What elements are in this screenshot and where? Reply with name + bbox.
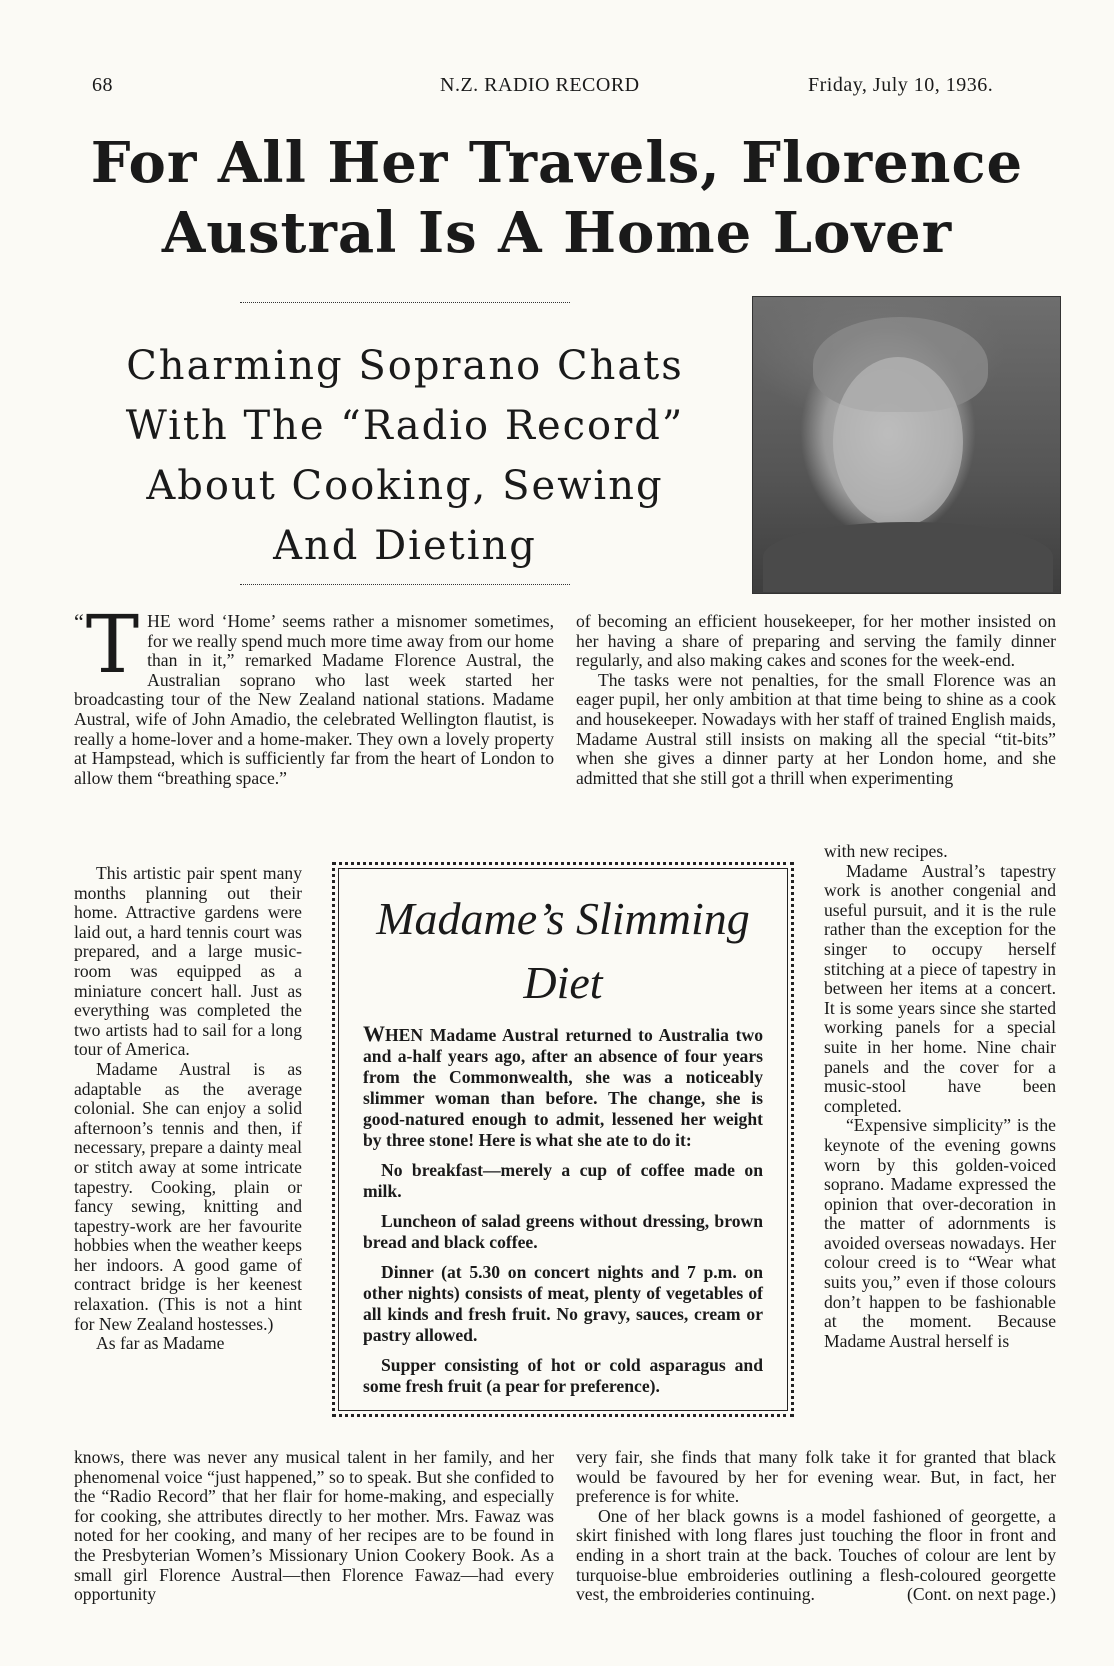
sidebar-title-line-2: Diet [523, 957, 603, 1008]
subheadline-line-4: And Dieting [273, 523, 537, 569]
headline-line-1: For All Her Travels, Florence [90, 130, 1024, 196]
sidebar-luncheon: Luncheon of salad greens without dressing, brown bread and black coffee. [363, 1211, 763, 1252]
sidebar-lead-text: HEN Madame Austral returned to Australia two and a-half years ago, after an absence of four years from the Commonwealth, she was a noticeably slimmer woman than before. The change, she is good-natured enough to admit, lessened her weight by three stone! Here is what she ate to do it: [363, 1025, 763, 1150]
article-right-column [824, 842, 1056, 1351]
article-intro [74, 598, 554, 788]
article-right-top [576, 612, 1056, 788]
issue-date: Friday, July 10, 1936. [808, 74, 994, 96]
subheadline [110, 336, 700, 576]
article-right-paragraph-5: very fair, she finds that many folk take it for granted that black would be favoured by her for evening wear. But, in fact, her preference is for white. [576, 1447, 1056, 1507]
subheadline-line-3: About Cooking, Sewing [146, 463, 664, 509]
divider-top [240, 302, 570, 303]
article-right-paragraph-1: of becoming an efficient housekeeper, for her mother insisted on her having a share of preparing and serving the family dinner regularly, and also making cakes and scones for the week-end. [576, 611, 1056, 671]
divider-bottom [240, 584, 570, 585]
portrait-shoulders [763, 522, 1053, 592]
intro-paragraph [74, 598, 554, 788]
headline-line-2: Austral Is A Home Lover [161, 200, 953, 266]
article-left-column [74, 864, 302, 1354]
sidebar-title-line-1: Madame’s Slimming [376, 893, 750, 944]
subheadline-line-2: With The “Radio Record” [125, 403, 685, 449]
article-bottom-left [74, 1448, 554, 1605]
drop-cap: T [85, 598, 140, 691]
subheadline-line-1: Charming Soprano Chats [126, 343, 684, 389]
sidebar-body [363, 1023, 763, 1397]
article-right-paragraph-6-text: One of her black gowns is a model fashioned of georgette, a skirt finished with long flares just touching the floor in front and ending in a short train at the back. Touches of colour are lent by turquoise-blue embroideries outlining a flesh-coloured georgette vest, the embroideries continuing. [576, 1505, 1056, 1605]
sidebar-title [363, 887, 763, 1015]
article-paragraph-4b: knows, there was never any musical talent in her family, and her phenomenal voice “just happened,” so to speak. But she confided to the “Radio Record” that her flair for home-making, and especially for cooking, she attributes directly to her mother. Mrs. Fawaz was noted for her cooking, and many of her recipes are to be found in the Presbyterian Women’s Missionary Union Cookery Book. As a small girl Florence Austral—then Florence Fawaz—had every opportunity [74, 1447, 554, 1605]
sidebar-lead [363, 1023, 763, 1151]
continued-note: (Cont. on next page.) [906, 1584, 1056, 1605]
article-paragraph-4a: As far as Madame [96, 1333, 225, 1354]
article-right-paragraph-6 [576, 1507, 1056, 1605]
sidebar-breakfast: No breakfast—merely a cup of coffee made on milk. [363, 1160, 763, 1201]
page-number: 68 [92, 74, 113, 96]
sidebar-lead-cap: W [363, 1021, 385, 1046]
sidebar-dinner: Dinner (at 5.30 on concert nights and 7 p.m. on other nights) consists of meat, plenty of vegetables of all kinds and fresh fruit. No gravy, sauces, cream or pastry allowed. [363, 1262, 763, 1345]
article-bottom-right [576, 1448, 1056, 1605]
sidebar-supper: Supper consisting of hot or cold asparagus and some fresh fruit (a pear for preference). [363, 1355, 763, 1396]
article-paragraph-3: Madame Austral is as adaptable as the average colonial. She can enjoy a solid afternoon’s tennis and then, if necessary, prepare a dainty meal or stitch away at some intricate tapestry. Cooking, plain or fancy sewing, knitting and tapestry-work are her favourite hobbies when the weather keeps her indoors. A good game of contract bridge is her keenest relaxation. (This is not a hint for New Zealand hostesses.) [74, 1058, 302, 1334]
article-paragraph-2: This artistic pair spent many months planning out their home. Attractive gardens were laid out, a hard tennis court was prepared, and a large music-room was equipped as a miniature concert hall. Just as everything was completed the two artists had to sail for a long tour of America. [74, 863, 302, 1060]
diet-sidebar-box [332, 862, 794, 1417]
article-paragraph-1: HE word ‘Home’ seems rather a misnomer sometimes, for we really spend much more time away from our home than in it,” remarked Madame Florence Austral, the Australian soprano who last week started her broadcasting tour of the New Zealand national stations. Madame Austral, wife of John Amadio, the celebrated Wellington flautist, is really a home-lover and a home-maker. They own a lovely property at Hampstead, which is sufficiently far from the heart of London to allow them “breathing space.” [74, 611, 554, 788]
portrait-face [833, 357, 963, 527]
article-right-paragraph-2-end: with new recipes. [824, 841, 948, 861]
opening-quote: “ [74, 609, 84, 634]
publication-name: N.Z. RADIO RECORD [440, 74, 640, 96]
portrait-photo [752, 296, 1061, 594]
article-right-paragraph-2: The tasks were not penalties, for the small Florence was an eager pupil, her only ambition at that time being to shine as a cook and housekeeper. Nowadays with her staff of trained English maids, Madame Austral still insists on making all the special “tit-bits” when she gives a dinner party at her London home, and she admitted that she still got a thrill when experimenting [576, 669, 1056, 788]
article-right-paragraph-3: Madame Austral’s tapestry work is another congenial and useful pursuit, and it is the rule rather than the exception for the singer to occupy herself stitching at a piece of tapestry in between her items at a concert. It is some years since she started working panels for a special suite in her home. Nine chair panels and the cover for a music-stool have been completed. [824, 860, 1056, 1116]
article-right-paragraph-4: “Expensive simplicity” is the keynote of the evening gowns worn by this golden-voiced soprano. Madame expressed the opinion that over-decoration in the matter of adornments is avoided overseas nowadays. Her colour creed is to “Wear what suits you,” even if those colours don’t happen to be fashionable at the moment. Because Madame Austral herself is [824, 1115, 1056, 1351]
